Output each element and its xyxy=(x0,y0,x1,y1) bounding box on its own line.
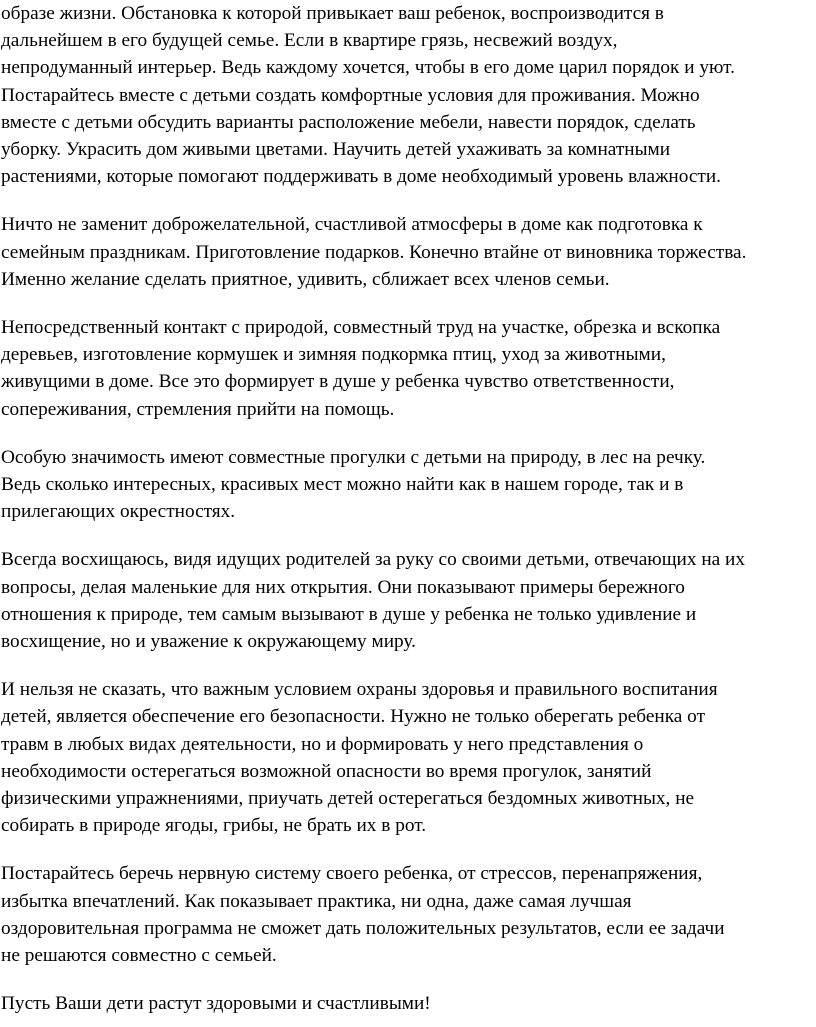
paragraph-parents-and-children: Всегда восхищаюсь, видя идущих родителей за руку со своими детьми, отвечающих на их вопросы, делая маленькие для них открытия. Они показывают примеры бережного отношения к природе, тем самым вызывают в душе у ребенка не только удивление и восхищение, но и уважение к окружающему миру. xyxy=(1,549,745,653)
paragraph-closing-wish: Пусть Ваши дети растут здоровыми и счастливыми! xyxy=(1,993,431,1015)
paragraph-nervous-system: Постарайтесь беречь нервную систему своего ребенка, от стрессов, перенапряжения, избытка впечатлений. Как показывает практика, ни одна, даже самая лучшая оздоровительная программа не сможет дать положительных результатов, если ее задачи не решаются совместно с семьей. xyxy=(1,863,725,967)
paragraph-safety: И нельзя не сказать, что важным условием охраны здоровья и правильного воспитания детей, является обеспечение его безопасности. Нужно не только оберегать ребенка от травм в любых видах деятельности, но и формировать у него представления о необходимости остерегаться возможной опасности во время прогулок, занятий физическими упражнениями, приучать детей остерегаться бездомных животных, не собирать в природе ягоды, грибы, не брать их в рот. xyxy=(1,679,718,837)
paragraph-contact-with-nature: Непосредственный контакт с природой, совместный труд на участке, обрезка и вскопка деревьев, изготовление кормушек и зимняя подкормка птиц, уход за животными, живущими в доме. Все это формирует в душе у ребенка чувство ответственности, сопереживания, стремления прийти на помощь. xyxy=(1,317,721,420)
paragraph-walks: Особую значимость имеют совместные прогулки с детьми на природу, в лес на речку. Ведь сколько интересных, красивых мест можно найти как в нашем городе, так и в прилегающих окрестностях. xyxy=(1,446,706,523)
paragraph-family-holidays: Ничто не заменит доброжелательной, счастливой атмосферы в доме как подготовка к семейным праздникам. Приготовление подарков. Конечно втайне от виновника торжества. Именно желание сделать приятное, удивить, сближает всех членов семьи. xyxy=(1,214,747,290)
paragraph-home-environment: образе жизни. Обстановка к которой привыкает ваш ребенок, воспроизводится в дальнейшем в его будущей семье. Если в квартире грязь, несвежий воздух, непродуманный интерьер. Ведь каждому хочется, чтобы в его доме царил порядок и уют. Постарайтесь вместе с детьми создать комфортные условия для проживания. Можно вместе с детьми обсудить варианты расположение мебели, навести порядок, сделать уборку. Украсить дом живыми цветами. Научить детей ухаживать за комнатными растениями, которые помогают поддерживать в доме необходимый уровень влажности. xyxy=(1,3,735,188)
